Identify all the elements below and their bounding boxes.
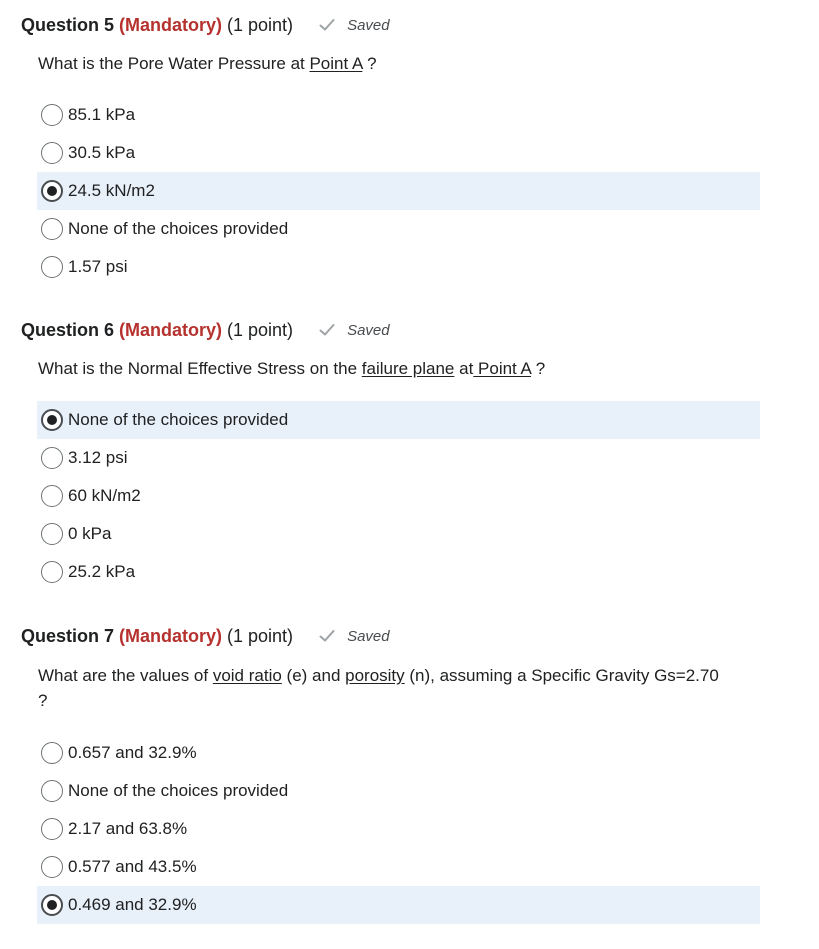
radio-button[interactable]	[41, 818, 63, 840]
radio-button-selected[interactable]	[41, 180, 63, 202]
question-header	[21, 317, 390, 343]
underlined-term: porosity	[345, 666, 405, 685]
answer-option-label: 85.1 kPa	[68, 105, 136, 124]
points-label: (1 point)	[227, 319, 294, 340]
answer-option[interactable]	[37, 553, 760, 591]
answer-option-label: 3.12 psi	[68, 448, 128, 467]
radio-button[interactable]	[41, 104, 63, 126]
answer-option[interactable]	[37, 477, 760, 515]
radio-button[interactable]	[41, 447, 63, 469]
answer-option-label: 25.2 kPa	[68, 562, 136, 581]
answer-option[interactable]	[37, 848, 760, 886]
answer-option-label: 60 kN/m2	[68, 486, 141, 505]
answer-option[interactable]	[37, 810, 760, 848]
underlined-term: void ratio	[212, 666, 282, 685]
saved-label: Saved	[347, 16, 390, 34]
answer-options	[37, 734, 760, 924]
question-text-part: (e) and	[281, 666, 346, 685]
answer-option-label: 0.657 and 32.9%	[68, 743, 197, 762]
radio-button-selected[interactable]	[41, 894, 63, 916]
radio-button[interactable]	[41, 485, 63, 507]
check-icon	[319, 629, 335, 643]
mandatory-label: (Mandatory)	[119, 319, 223, 340]
answer-option-label: 1.57 psi	[68, 257, 128, 276]
question-title: Question 7	[21, 625, 115, 646]
answer-options	[37, 401, 760, 591]
radio-button-selected[interactable]	[41, 409, 63, 431]
radio-button[interactable]	[41, 742, 63, 764]
question-text-part: What is the Pore Water Pressure at	[38, 54, 310, 73]
question-text-part: What are the values of	[38, 666, 213, 685]
answer-option-label: 0 kPa	[68, 524, 112, 543]
question-text-part: ?	[530, 359, 546, 378]
question-title: Question 6	[21, 319, 115, 340]
answer-option[interactable]	[37, 439, 760, 477]
radio-button[interactable]	[41, 256, 63, 278]
answer-option-label: None of the choices provided	[68, 781, 289, 800]
answer-option[interactable]	[37, 134, 760, 172]
question-text	[38, 356, 738, 381]
answer-option-label: 0.577 and 43.5%	[68, 857, 197, 876]
radio-button[interactable]	[41, 561, 63, 583]
mandatory-label: (Mandatory)	[119, 625, 223, 646]
radio-button[interactable]	[41, 142, 63, 164]
underlined-term: Point A	[473, 359, 531, 378]
question-header	[21, 12, 390, 38]
underlined-term: Point A	[309, 54, 363, 73]
check-icon	[319, 323, 335, 337]
answer-options	[37, 96, 760, 286]
radio-button[interactable]	[41, 218, 63, 240]
answer-option[interactable]	[37, 515, 760, 553]
question-text-part: at	[454, 359, 474, 378]
answer-option-label: 0.469 and 32.9%	[68, 895, 197, 914]
mandatory-label: (Mandatory)	[119, 14, 223, 35]
answer-option-label: 24.5 kN/m2	[68, 181, 155, 200]
answer-option[interactable]	[37, 886, 760, 924]
answer-option-label: None of the choices provided	[68, 410, 289, 429]
answer-option-label: 30.5 kPa	[68, 143, 136, 162]
question-text	[38, 663, 728, 713]
underlined-term: failure plane	[361, 359, 455, 378]
question-text-part: ?	[362, 54, 377, 73]
radio-button[interactable]	[41, 780, 63, 802]
points-label: (1 point)	[227, 625, 294, 646]
saved-status	[319, 17, 390, 34]
saved-status	[319, 322, 390, 339]
answer-option[interactable]	[37, 172, 760, 210]
radio-button[interactable]	[41, 523, 63, 545]
check-icon	[319, 18, 335, 32]
answer-option-label: None of the choices provided	[68, 219, 289, 238]
question-text-part: What is the Normal Effective Stress on the	[38, 359, 362, 378]
question-title: Question 5	[21, 14, 115, 35]
answer-option[interactable]	[37, 772, 760, 810]
question-header	[21, 623, 390, 649]
saved-label: Saved	[347, 321, 390, 339]
answer-option[interactable]	[37, 248, 760, 286]
answer-option[interactable]	[37, 401, 760, 439]
question-text	[38, 51, 738, 76]
answer-option[interactable]	[37, 734, 760, 772]
answer-option[interactable]	[37, 210, 760, 248]
question-text-part: (n), assuming a Specific Gravity Gs=2.70 ?	[38, 666, 719, 710]
saved-label: Saved	[347, 627, 390, 645]
points-label: (1 point)	[227, 14, 294, 35]
answer-option[interactable]	[37, 96, 760, 134]
saved-status	[319, 628, 390, 645]
answer-option-label: 2.17 and 63.8%	[68, 819, 188, 838]
radio-button[interactable]	[41, 856, 63, 878]
